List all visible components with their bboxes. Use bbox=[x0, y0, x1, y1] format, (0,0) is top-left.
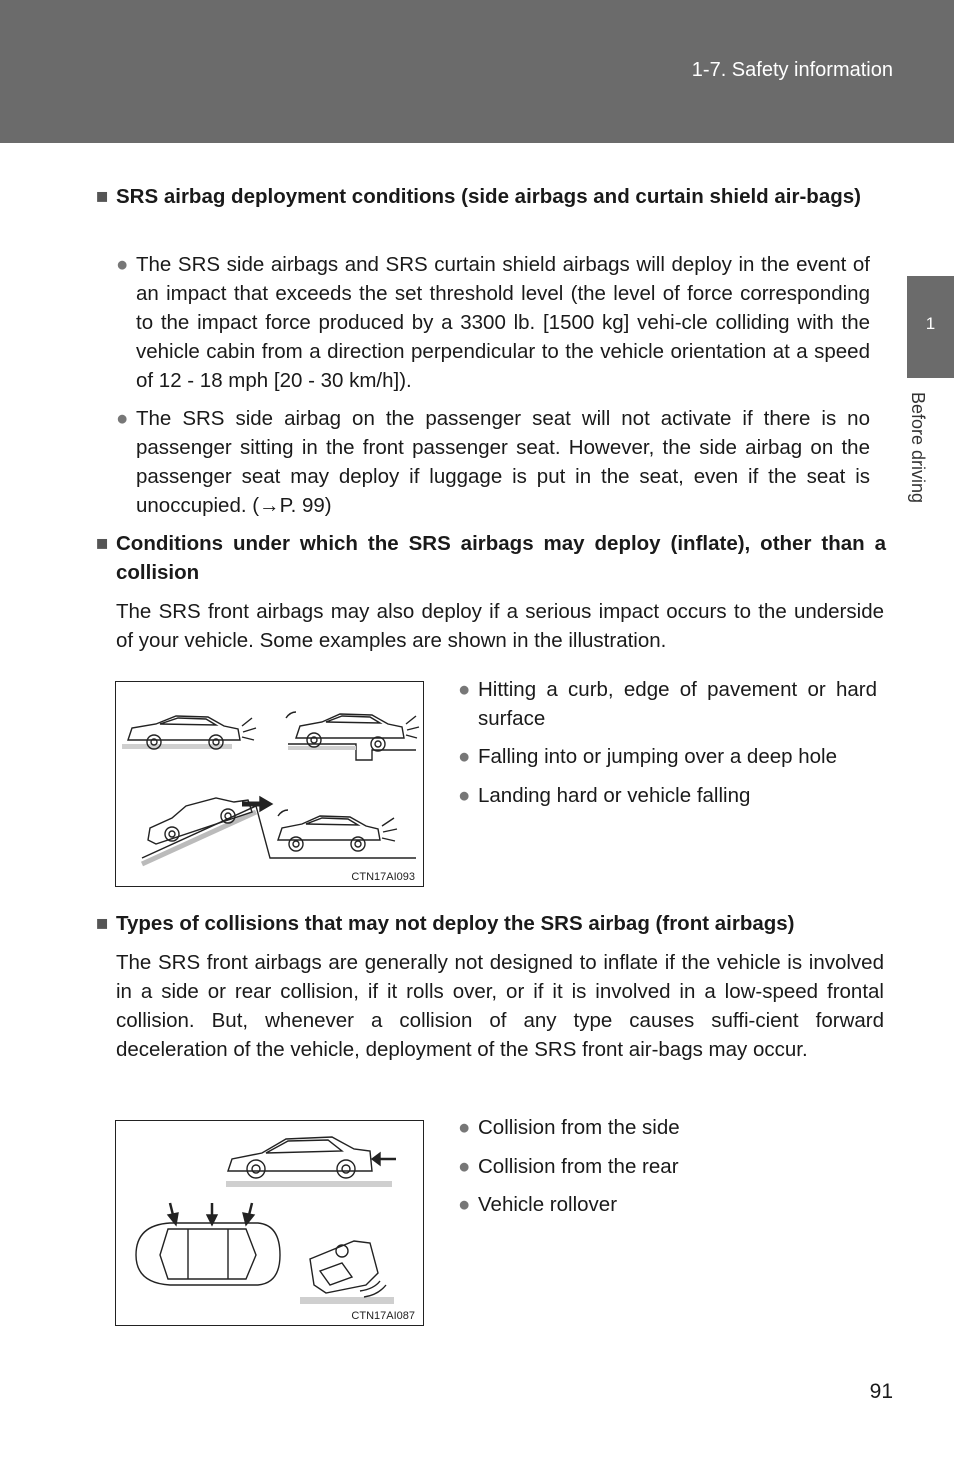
chapter-label-text: Before driving bbox=[908, 392, 928, 504]
list-item bbox=[458, 742, 898, 771]
undercarriage-impact-drawing bbox=[116, 682, 423, 886]
list-item bbox=[458, 1190, 877, 1219]
bullet-dot-icon: ● bbox=[116, 407, 129, 430]
square-bullet-icon: ■ bbox=[96, 532, 109, 555]
list-item bbox=[458, 675, 877, 733]
page-header bbox=[0, 0, 954, 143]
list-item-text: The SRS side airbag on the passenger seat will not activate if there is no passenger sitting in the front passenger seat. However, the side airbag on the passenger seat may deploy if luggage is put in the seat, even if the seat is unoccupied. (→P. 99) bbox=[136, 407, 870, 517]
heading-text: Types of collisions that may not deploy the SRS airbag (front airbags) bbox=[116, 912, 795, 935]
section-heading-non-collision bbox=[96, 529, 886, 587]
bullet-dot-icon: ● bbox=[458, 784, 471, 807]
list-item-text: Falling into or jumping over a deep hole bbox=[478, 745, 837, 768]
heading-text: Conditions under which the SRS airbags may deploy (inflate), other than a collision bbox=[116, 532, 886, 584]
section-paragraph: The SRS front airbags are generally not designed to inflate if the vehicle is involved in a side or rear collision, if it rolls over, or if it is involved in a low-speed frontal collision. But, whenever a collision of any type causes suffi-cient forward deceleration of the vehicle, deployment of the SRS front air-bags may occur. bbox=[116, 951, 884, 1061]
list-item-text: Vehicle rollover bbox=[478, 1193, 618, 1216]
list-item bbox=[458, 781, 877, 810]
list-item-text: Landing hard or vehicle falling bbox=[478, 784, 751, 807]
illustration-undercarriage-impacts bbox=[115, 681, 424, 887]
square-bullet-icon: ■ bbox=[96, 912, 109, 935]
bullet-dot-icon: ● bbox=[458, 745, 471, 768]
chapter-label bbox=[905, 392, 949, 552]
section-paragraph: The SRS front airbags may also deploy if a serious impact occurs to the underside of your vehicle. Some examples are shown in the illustration. bbox=[116, 600, 884, 652]
bullet-dot-icon: ● bbox=[116, 253, 129, 276]
illustration-non-deploy-collisions bbox=[115, 1120, 424, 1326]
chapter-tab bbox=[907, 276, 954, 378]
list-item-text: Hitting a curb, edge of pavement or hard surface bbox=[478, 678, 877, 730]
bullet-dot-icon: ● bbox=[458, 1193, 471, 1216]
non-deploy-collision-drawing bbox=[116, 1121, 423, 1325]
list-item bbox=[116, 404, 870, 520]
page-number: 91 bbox=[869, 1380, 893, 1403]
list-item-text: Collision from the side bbox=[478, 1116, 680, 1139]
illustration-code: CTN17AI093 bbox=[351, 871, 415, 883]
illustration-code: CTN17AI087 bbox=[351, 1310, 415, 1322]
section-heading-no-deploy bbox=[96, 909, 886, 938]
section-title: 1-7. Safety information bbox=[691, 59, 893, 81]
bullet-dot-icon: ● bbox=[458, 1155, 471, 1178]
list-item bbox=[116, 250, 870, 395]
list-item-text: The SRS side airbags and SRS curtain shield airbags will deploy in the event of an impact that exceeds the set threshold level (the level of force corresponding to the impact force produced by a 3300 lb. [1500 kg] vehi-cle colliding with the vehicle cabin from a direction perpendicular to the vehicle orientation at a speed of 12 - 18 mph [20 - 30 km/h]). bbox=[136, 253, 870, 392]
heading-text: SRS airbag deployment conditions (side airbags and curtain shield air-bags) bbox=[116, 185, 861, 208]
list-item bbox=[458, 1113, 877, 1142]
bullet-dot-icon: ● bbox=[458, 1116, 471, 1139]
bullet-dot-icon: ● bbox=[458, 678, 471, 701]
section-heading-side-airbags bbox=[96, 182, 886, 211]
square-bullet-icon: ■ bbox=[96, 185, 109, 208]
list-item-text: Collision from the rear bbox=[478, 1155, 679, 1178]
chapter-number: 1 bbox=[925, 314, 936, 333]
list-item bbox=[458, 1152, 877, 1181]
